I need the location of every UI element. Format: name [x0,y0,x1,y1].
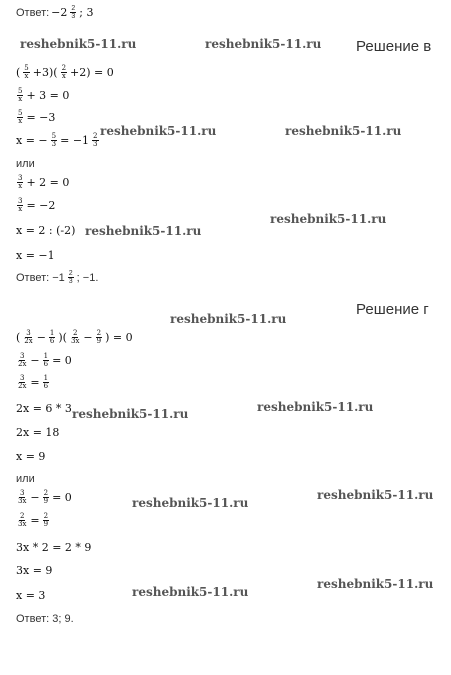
frac-num: 5 [51,132,57,140]
frac-den: 6 [43,360,49,368]
watermark: reshebnik5-11.ru [72,407,189,421]
equation-g-3 [16,375,50,390]
answer-prefix: Ответ: −1 [16,271,65,284]
operator: = [30,514,40,527]
equation-v-5 [16,175,69,190]
frac-num: 1 [43,352,49,360]
frac-den: 9 [43,497,49,505]
expr: = −2 [26,199,56,212]
equation-g-5: 2x = 18 [16,426,60,439]
frac-den: 3 [51,140,57,148]
frac-num: 2 [72,329,78,337]
frac-num: 1 [49,329,55,337]
fraction [17,110,23,125]
watermark: reshebnik5-11.ru [257,400,374,414]
equation-g-9: 3x * 2 = 2 * 9 [16,541,92,554]
frac-den: 3x [18,520,27,528]
frac-den: 3 [93,140,98,148]
frac-den: x [18,95,23,103]
expr: + 3 = 0 [26,89,70,102]
watermark: reshebnik5-11.ru [270,212,387,226]
operator: − [30,354,40,367]
expr: = 0 [52,491,72,504]
equation-v-8: x = −1 [16,249,55,262]
operator: − [30,491,40,504]
fraction [70,330,80,345]
equation-g-7 [16,490,72,505]
fraction [49,330,55,345]
fraction [17,490,27,505]
fraction [43,375,49,390]
equation-v-1 [16,65,114,80]
frac-num: 3 [19,352,25,360]
frac-num: 5 [18,109,23,117]
watermark: reshebnik5-11.ru [132,496,249,510]
or-label: или [16,158,35,170]
frac-den: 2x [18,382,27,390]
frac-den: x [24,72,29,80]
or-label: или [16,473,35,485]
fraction [17,198,23,213]
fraction [43,513,49,528]
watermark: reshebnik5-11.ru [20,37,137,51]
fraction [23,330,33,345]
frac-den: 3x [70,337,80,345]
equation-v-7: x = 2 : (-2) [16,224,76,237]
equation-g-10: 3x = 9 [16,564,53,577]
frac-den: x [18,205,23,213]
equation-g-8 [16,513,50,528]
frac-num: 3 [19,374,25,382]
frac-num: 3 [18,197,23,205]
frac-num: 1 [43,374,49,382]
operator: − [36,331,46,344]
frac-num: 2 [96,329,102,337]
expr: = −3 [26,111,56,124]
frac-num: 3 [18,174,23,182]
paren: ( [16,66,21,79]
watermark: reshebnik5-11.ru [285,124,402,138]
expr: = −1 [60,134,90,147]
answer-suffix: ; 3 [79,6,94,19]
frac-den: 6 [43,382,49,390]
operator: − [83,331,93,344]
frac-den: 2x [18,360,27,368]
expr: x = − [16,134,48,147]
paren: ( [16,331,21,344]
expr: ) = 0 [105,331,133,344]
fraction [43,353,49,368]
frac-den: 3 [71,13,76,20]
operator: = [30,376,40,389]
frac-num: 5 [24,64,29,72]
expr: + 2 = 0 [26,176,70,189]
frac-den: 2x [24,337,33,345]
answer-suffix: ; −1. [76,271,99,284]
frac-den: x [18,182,23,190]
frac-num: 3 [19,489,25,497]
frac-num: 2 [43,512,49,520]
fraction [96,330,102,345]
fraction [92,133,98,148]
answer-prefix: Ответ: [16,6,50,19]
frac-num: 5 [18,87,23,95]
frac-num: 3 [26,329,31,337]
equation-v-2 [16,88,69,103]
frac-den: 9 [43,520,49,528]
heading-solution-g: Решение г [356,301,429,318]
equation-v-3 [16,110,55,125]
frac-num: 2 [19,512,25,520]
answer-g: Ответ: 3; 9. [16,613,74,625]
fraction [17,353,27,368]
equation-g-4: 2x = 6 * 3 [16,402,72,415]
expr: = 0 [52,354,72,367]
frac-num: 2 [93,132,98,140]
watermark: reshebnik5-11.ru [132,585,249,599]
equation-g-6: x = 9 [16,450,46,463]
fraction [17,88,23,103]
equation-g-1 [16,330,133,345]
watermark: reshebnik5-11.ru [317,488,434,502]
watermark: reshebnik5-11.ru [317,577,434,591]
frac-num: 2 [71,5,76,12]
frac-num: 2 [43,489,49,497]
frac-den: 3x [18,497,27,505]
top-answer [16,5,94,20]
frac-den: 6 [49,337,55,345]
expr: +2) = 0 [70,66,114,79]
frac-den: 9 [96,337,102,345]
fraction [23,65,29,80]
frac-den: x [18,117,23,125]
watermark: reshebnik5-11.ru [170,312,287,326]
fraction [17,513,27,528]
fraction [17,175,23,190]
frac-den: 3 [68,278,73,285]
frac-num: 2 [61,64,67,72]
answer-v [16,270,98,285]
equation-v-6 [16,198,55,213]
equation-v-4 [16,133,100,148]
fraction [61,65,67,80]
fraction [43,490,49,505]
equation-g-11: x = 3 [16,589,46,602]
expr: +3)( [32,66,58,79]
equation-g-2 [16,353,72,368]
fraction [51,133,57,148]
watermark: reshebnik5-11.ru [85,224,202,238]
watermark: reshebnik5-11.ru [100,124,217,138]
frac-den: x [61,72,66,80]
fraction [17,375,27,390]
answer-fraction [68,270,74,285]
heading-solution-v: Решение в [356,38,432,55]
frac-num: 2 [68,270,73,277]
answer-whole: −2 [51,6,68,19]
answer-fraction [70,5,76,20]
paren: )( [58,331,67,344]
watermark: reshebnik5-11.ru [205,37,322,51]
